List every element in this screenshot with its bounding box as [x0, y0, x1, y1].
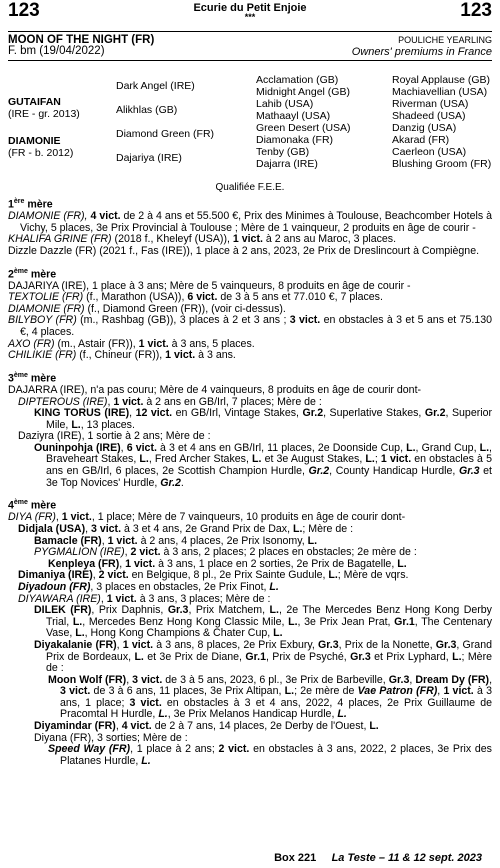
- text-run: 3 vict.: [132, 673, 163, 686]
- family-paragraph: [8, 744, 492, 767]
- text-run: 1 vict.: [232, 233, 263, 246]
- text-run: 3 vict.: [129, 696, 162, 709]
- text-run: , Hong Kong Champions & Chater Cup,: [84, 627, 274, 640]
- text-run: ;: [374, 453, 381, 466]
- text-run: BILYBOY (FR): [8, 314, 77, 327]
- text-run: L.: [72, 615, 83, 628]
- pedigree-gen4-3: Riverman (USA): [392, 98, 469, 110]
- text-run: Gr.3: [318, 638, 339, 651]
- pedigree-dam: DIAMONIE: [8, 135, 61, 147]
- text-run: , Prix Matchem,: [188, 604, 270, 617]
- family-paragraph: [8, 675, 492, 721]
- text-run: 1 vict.: [61, 511, 92, 524]
- text-run: 1 vict.: [138, 337, 169, 350]
- text-run: à 2 ans en GB/Irl, 7 places; Mère de :: [143, 395, 322, 408]
- text-run: L.: [369, 720, 379, 733]
- text-run: ,: [85, 522, 91, 535]
- section-label: mère: [24, 198, 53, 211]
- text-run: ,: [437, 685, 444, 698]
- family-paragraph: [8, 211, 492, 234]
- text-run: ,: [92, 569, 99, 582]
- text-run: et 3e Top Novices' Hurdle,: [46, 465, 493, 489]
- text-run: L.: [452, 650, 462, 663]
- text-run: de 3 à 6 ans, 11 places, 3e Prix Altipan,: [90, 685, 285, 698]
- text-run: , Mercedes Benz Hong Kong Classic Mile,: [82, 615, 289, 628]
- text-run: , 3 places en obstacles, 2e Prix Finot,: [90, 580, 270, 593]
- text-run: (f., Diamond Green (FR)), (voir ci-dessus).: [84, 302, 286, 315]
- text-run: 4 vict.: [90, 210, 121, 223]
- family-paragraph: [8, 350, 492, 362]
- text-run: en obstacles à 3 et 5 ans et 75.130 €, 4 places.: [20, 314, 492, 338]
- text-run: Bamacle (FR): [34, 534, 102, 547]
- text-run: CHILIKIE (FR): [8, 349, 77, 362]
- header-rule-top: [8, 31, 492, 32]
- family-paragraph: [8, 640, 492, 675]
- text-run: à 3 ans, 2 places; 2 places en obstacles; 2e mère de :: [160, 546, 417, 559]
- text-run: Gr.3: [435, 638, 457, 651]
- section-label: mère: [27, 499, 57, 512]
- text-run: L.: [406, 441, 416, 454]
- text-run: de 2 à 4 ans et 55.500 €, Prix des Minimes à Toulouse, Beachcomber Hotels à Vichy, 5 places, 3e Prix Provincial à Toulouse ; Mère de 1 vainqueur, 2 produits en âge de courir -: [20, 210, 492, 234]
- text-run: , County Handicap Hurdle,: [329, 465, 459, 478]
- text-run: (m., Rashbag (GB)), 3 places à 2 et 3 ans ;: [76, 314, 290, 327]
- family-body: [8, 192, 492, 767]
- text-run: ,: [409, 673, 416, 686]
- text-run: et Prix Lyphard,: [370, 650, 453, 663]
- text-run: Gr.2: [424, 407, 446, 420]
- text-run: , Grand Prix de Bordeaux,: [46, 638, 492, 663]
- pedigree-dam-detail: (FR - b. 2012): [8, 147, 74, 159]
- text-run: L.: [75, 627, 85, 640]
- section-title: [8, 370, 492, 385]
- text-run: (f., Chineur (FR)),: [76, 349, 166, 362]
- text-run: DAJARRA (IRE), n'a pas couru; Mère de 4 vainqueurs, 8 produits en âge de courir dont-: [8, 383, 422, 396]
- pedigree-gen2-1: Dark Angel (IRE): [116, 80, 195, 92]
- text-run: à 3 ans, 5 places.: [168, 337, 255, 350]
- pedigree-gen3-1: Acclamation (GB): [256, 74, 339, 86]
- text-run: L.: [337, 708, 347, 721]
- pedigree-gen2-3: Diamond Green (FR): [116, 128, 215, 140]
- sex-birth: F. bm (19/04/2022): [8, 45, 105, 57]
- text-run: ,: [101, 534, 108, 547]
- footer-box: Box 221: [274, 852, 317, 864]
- text-run: à 3 et 4 ans, 2e Grand Prix de Dax,: [121, 522, 293, 535]
- text-run: ,: [124, 546, 131, 559]
- text-run: et 3e Prix de Diane,: [143, 650, 246, 663]
- horse-type: POULICHE YEARLING: [398, 35, 492, 45]
- owners-note: Owners' premiums in France: [351, 46, 492, 58]
- text-run: ,: [126, 673, 133, 686]
- text-run: Diyamindar (FR): [34, 720, 116, 733]
- pedigree-gen3-2: Midnight Angel (GB): [256, 86, 350, 98]
- text-run: 12 vict.: [135, 407, 173, 420]
- pedigree-gen3-7: Tenby (GB): [256, 146, 310, 158]
- footer: [274, 852, 482, 864]
- text-run: Moon Wolf (FR): [48, 673, 127, 686]
- text-run: ,: [116, 638, 123, 651]
- text-run: en obstacles à 5 ans en GB/Irl, 6 places, 2e Scottish Champion Hurdle,: [46, 453, 492, 478]
- text-run: Gr.2: [308, 465, 330, 478]
- text-run: DIPTEROUS (IRE): [18, 395, 108, 408]
- lot-number-left: 123: [8, 0, 40, 21]
- text-run: L.: [252, 453, 262, 466]
- section-title: [8, 266, 492, 281]
- family-paragraph: [8, 315, 492, 338]
- text-run: Daziyra (IRE), 1 sortie à 2 ans; Mère de :: [18, 430, 211, 443]
- pedigree-sire: GUTAIFAN: [8, 96, 61, 108]
- text-run: ; Mère de vqrs.: [337, 569, 409, 582]
- section-ordinal: ème: [13, 371, 28, 379]
- text-run: L.: [139, 453, 149, 466]
- text-run: , 2e The Mercedes Benz Hong Kong Derby Trial,: [46, 604, 492, 628]
- text-run: ; Mère de :: [302, 522, 354, 535]
- text-run: 1 vict.: [106, 592, 137, 605]
- text-run: , Braveheart Stakes,: [46, 441, 492, 466]
- text-run: Kenpleya (FR): [48, 557, 120, 570]
- text-run: Diyana (FR), 3 sorties; Mère de :: [34, 731, 188, 744]
- text-run: Gr.1: [394, 615, 415, 628]
- text-run: L.: [288, 615, 298, 628]
- text-run: DIYA (FR): [8, 511, 56, 524]
- section-number: 4: [8, 499, 14, 512]
- text-run: KING TORUS (IRE): [34, 407, 130, 420]
- text-run: Diyadoun (FR): [18, 580, 91, 593]
- text-run: , 3e Prix Melanos Handicap Hurdle,: [167, 708, 338, 721]
- section-ordinal: ème: [13, 499, 28, 507]
- text-run: , 13 places.: [80, 418, 135, 431]
- text-run: DILEK (FR): [34, 604, 92, 617]
- text-run: , Superlative Stakes,: [323, 407, 425, 420]
- text-run: Ouninpohja (IRE): [34, 441, 121, 454]
- text-run: , Prix de la Nonette,: [338, 638, 436, 651]
- text-run: ; Mère de :: [46, 650, 492, 675]
- text-run: , The Centenary Vase,: [46, 615, 493, 640]
- text-run: 2 vict.: [218, 743, 250, 756]
- lot-number-right: 123: [460, 0, 492, 21]
- text-run: (2018 f., Kheleyf (USA)),: [111, 233, 233, 246]
- text-run: Gr.2: [160, 476, 181, 489]
- horse-name: MOON OF THE NIGHT (FR): [8, 34, 155, 46]
- text-run: ,: [100, 592, 107, 605]
- text-run: 6 vict.: [126, 441, 157, 454]
- text-run: , Prix de Psyché,: [265, 650, 351, 663]
- text-run: ; 2e mère de: [294, 685, 358, 698]
- pedigree-gen4-5: Danzig (USA): [392, 122, 457, 134]
- pedigree-gen3-4: Mathaayl (USA): [256, 110, 331, 122]
- family-paragraph: [8, 408, 492, 431]
- section-title: [8, 196, 492, 211]
- text-run: L.: [365, 453, 375, 466]
- text-run: Gr.3: [458, 465, 480, 478]
- text-run: , Superior Mile,: [46, 407, 493, 431]
- text-run: L.: [71, 418, 81, 431]
- text-run: , Fred Archer Stakes,: [148, 453, 253, 466]
- header-rule-bottom: [8, 60, 492, 61]
- text-run: (f., Marathon (USA)),: [83, 291, 188, 304]
- pedigree-sire-detail: (IRE - gr. 2013): [8, 108, 80, 120]
- text-run: Vae Patron (FR): [357, 685, 438, 698]
- text-run: , Prix Daphnis,: [91, 604, 168, 617]
- text-run: en obstacles à 3 ans, 2022, 2 places, 3e Prix des Platanes Hurdle,: [60, 743, 492, 767]
- text-run: DIAMONIE (FR),: [8, 210, 91, 223]
- text-run: ,: [119, 557, 126, 570]
- text-run: DIYAWARA (IRE): [18, 592, 101, 605]
- text-run: L.: [273, 627, 283, 640]
- pedigree-gen4-2: Machiavellian (USA): [392, 86, 488, 98]
- text-run: L.: [293, 522, 303, 535]
- text-run: 3 vict.: [289, 314, 321, 327]
- text-run: en GB/Irl, Vintage Stakes,: [172, 407, 303, 420]
- text-run: Didjala (USA): [18, 522, 86, 535]
- text-run: Dream Dy (FR): [415, 673, 490, 686]
- text-run: Gr.3: [350, 650, 371, 663]
- text-run: .: [180, 476, 184, 489]
- text-run: à 2 ans au Maroc, 3 places.: [262, 233, 397, 246]
- rating-stars: ***: [244, 12, 256, 22]
- text-run: KHALIFA GRINE (FR): [8, 233, 112, 246]
- family-paragraph: [8, 443, 492, 489]
- text-run: 1 vict.: [125, 557, 156, 570]
- text-run: Diyakalanie (FR): [34, 638, 117, 651]
- section-number: 3: [8, 372, 14, 385]
- text-run: L.: [269, 580, 279, 593]
- text-run: ,: [115, 720, 122, 733]
- text-run: TEXTOLIE (FR): [8, 291, 84, 304]
- text-run: L.: [134, 650, 144, 663]
- text-run: , 3e Prix Jean Prat,: [297, 615, 395, 628]
- text-run: ,: [489, 673, 493, 686]
- text-run: Gr.3: [388, 673, 410, 686]
- text-run: , 1 place; Mère de 7 vainqueurs, 10 produits en âge de courir dont-: [91, 511, 406, 524]
- text-run: DAJARIYA (IRE), 1 place à 3 ans; Mère de 5 vainqueurs, 8 produits en âge de courir -: [8, 279, 411, 292]
- section-ordinal: ème: [13, 267, 28, 275]
- text-run: de 3 à 5 ans et 77.010 €, 7 places.: [217, 291, 383, 304]
- text-run: DIAMONIE (FR): [8, 302, 85, 315]
- text-run: 3 vict.: [60, 685, 91, 698]
- text-run: L.: [158, 708, 168, 721]
- qualification: Qualifiée F.E.E.: [215, 182, 285, 193]
- text-run: 4 vict.: [121, 720, 152, 733]
- text-run: 6 vict.: [187, 291, 218, 304]
- family-paragraph: [8, 605, 492, 640]
- text-run: ,: [120, 441, 127, 454]
- pedigree-gen3-8: Dajarra (IRE): [256, 158, 318, 170]
- section-label: mère: [27, 268, 57, 281]
- text-run: Gr.1: [245, 650, 266, 663]
- text-run: L.: [307, 534, 318, 547]
- text-run: 1 vict.: [107, 534, 138, 547]
- consignor: Ecurie du Petit Enjoie: [193, 2, 307, 14]
- text-run: PYGMALION (IRE): [34, 546, 125, 559]
- text-run: 2 vict.: [130, 546, 161, 559]
- pedigree-gen4-1: Royal Applause (GB): [392, 74, 491, 86]
- pedigree-gen2-2: Alikhlas (GB): [116, 104, 178, 116]
- text-run: L.: [141, 754, 151, 767]
- text-run: en Belgique, 8 pl., 2e Prix Sainte Gudule,: [128, 569, 329, 582]
- text-run: de 2 à 7 ans, 14 places, 2e Derby de l'Ouest,: [151, 720, 370, 733]
- text-run: AXO (FR): [8, 337, 55, 350]
- section-title: [8, 497, 492, 512]
- text-run: en obstacles à 3 et 4 ans, 2022, 4 places, 2e Prix Guillaume de Pracomtal H Hurdle,: [60, 696, 492, 721]
- text-run: L.: [397, 557, 407, 570]
- family-paragraph: [8, 246, 492, 258]
- text-run: à 2 ans, 4 places, 2e Prix Isonomy,: [137, 534, 308, 547]
- text-run: ,: [55, 511, 62, 524]
- text-run: ,: [129, 407, 136, 420]
- pedigree-gen4-4: Shadeed (USA): [392, 110, 466, 122]
- pedigree-gen3-3: Lahib (USA): [256, 98, 314, 110]
- text-run: ,: [107, 395, 114, 408]
- text-run: L.: [284, 685, 295, 698]
- pedigree-gen4-6: Akarad (FR): [392, 134, 450, 146]
- text-run: 1 vict.: [122, 638, 154, 651]
- text-run: Dizzle Dazzle (FR) (2021 f., Fas (IRE)), 1 place à 2 ans, 2023, 2e Prix de Dreslincourt à Compiègne.: [8, 244, 480, 257]
- text-run: 3 vict.: [91, 522, 122, 535]
- text-run: à 3 et 4 ans en GB/Irl, 11 places, 2e Doonside Cup,: [156, 441, 407, 454]
- text-run: et 3e August Stakes,: [261, 453, 366, 466]
- text-run: Speed Way (FR): [48, 743, 131, 756]
- text-run: , Grand Cup,: [415, 441, 480, 454]
- text-run: , 1 place à 2 ans;: [130, 743, 219, 756]
- text-run: Dimaniya (IRE): [18, 569, 93, 582]
- footer-sale: La Teste – 11 & 12 sept. 2023: [331, 852, 482, 864]
- text-run: à 3 ans, 1 place;: [60, 685, 493, 709]
- text-run: L.: [269, 604, 279, 617]
- text-run: 2 vict.: [98, 569, 129, 582]
- pedigree-gen3-5: Green Desert (USA): [256, 122, 351, 134]
- text-run: à 3 ans.: [195, 349, 236, 362]
- pedigree-gen4-8: Blushing Groom (FR): [392, 158, 492, 170]
- text-run: 1 vict.: [443, 685, 474, 698]
- text-run: 1 vict.: [165, 349, 196, 362]
- pedigree-gen4-7: Caerleon (USA): [392, 146, 467, 158]
- text-run: L.: [328, 569, 338, 582]
- text-run: à 3 ans, 8 places, 2e Prix Exbury,: [153, 638, 319, 651]
- text-run: 1 vict.: [113, 395, 144, 408]
- section-number: 1: [8, 198, 14, 211]
- text-run: à 3 ans, 1 place en 2 sorties, 2e Prix de Bagatelle,: [155, 557, 398, 570]
- pedigree-gen2-4: Dajariya (IRE): [116, 152, 182, 164]
- text-run: 1 vict.: [380, 453, 412, 466]
- section-label: mère: [27, 372, 57, 385]
- section-number: 2: [8, 268, 14, 281]
- section-ordinal: ère: [13, 198, 25, 205]
- text-run: (m., Astair (FR)),: [54, 337, 139, 350]
- text-run: de 3 à 5 ans, 2023, 6 pl., 3e Prix de Barbeville,: [162, 673, 389, 686]
- text-run: Gr.2: [302, 407, 324, 420]
- text-run: Gr.3: [167, 604, 189, 617]
- pedigree-gen3-6: Diamonaka (FR): [256, 134, 334, 146]
- text-run: L.: [479, 441, 490, 454]
- text-run: à 3 ans, 3 places; Mère de :: [136, 592, 271, 605]
